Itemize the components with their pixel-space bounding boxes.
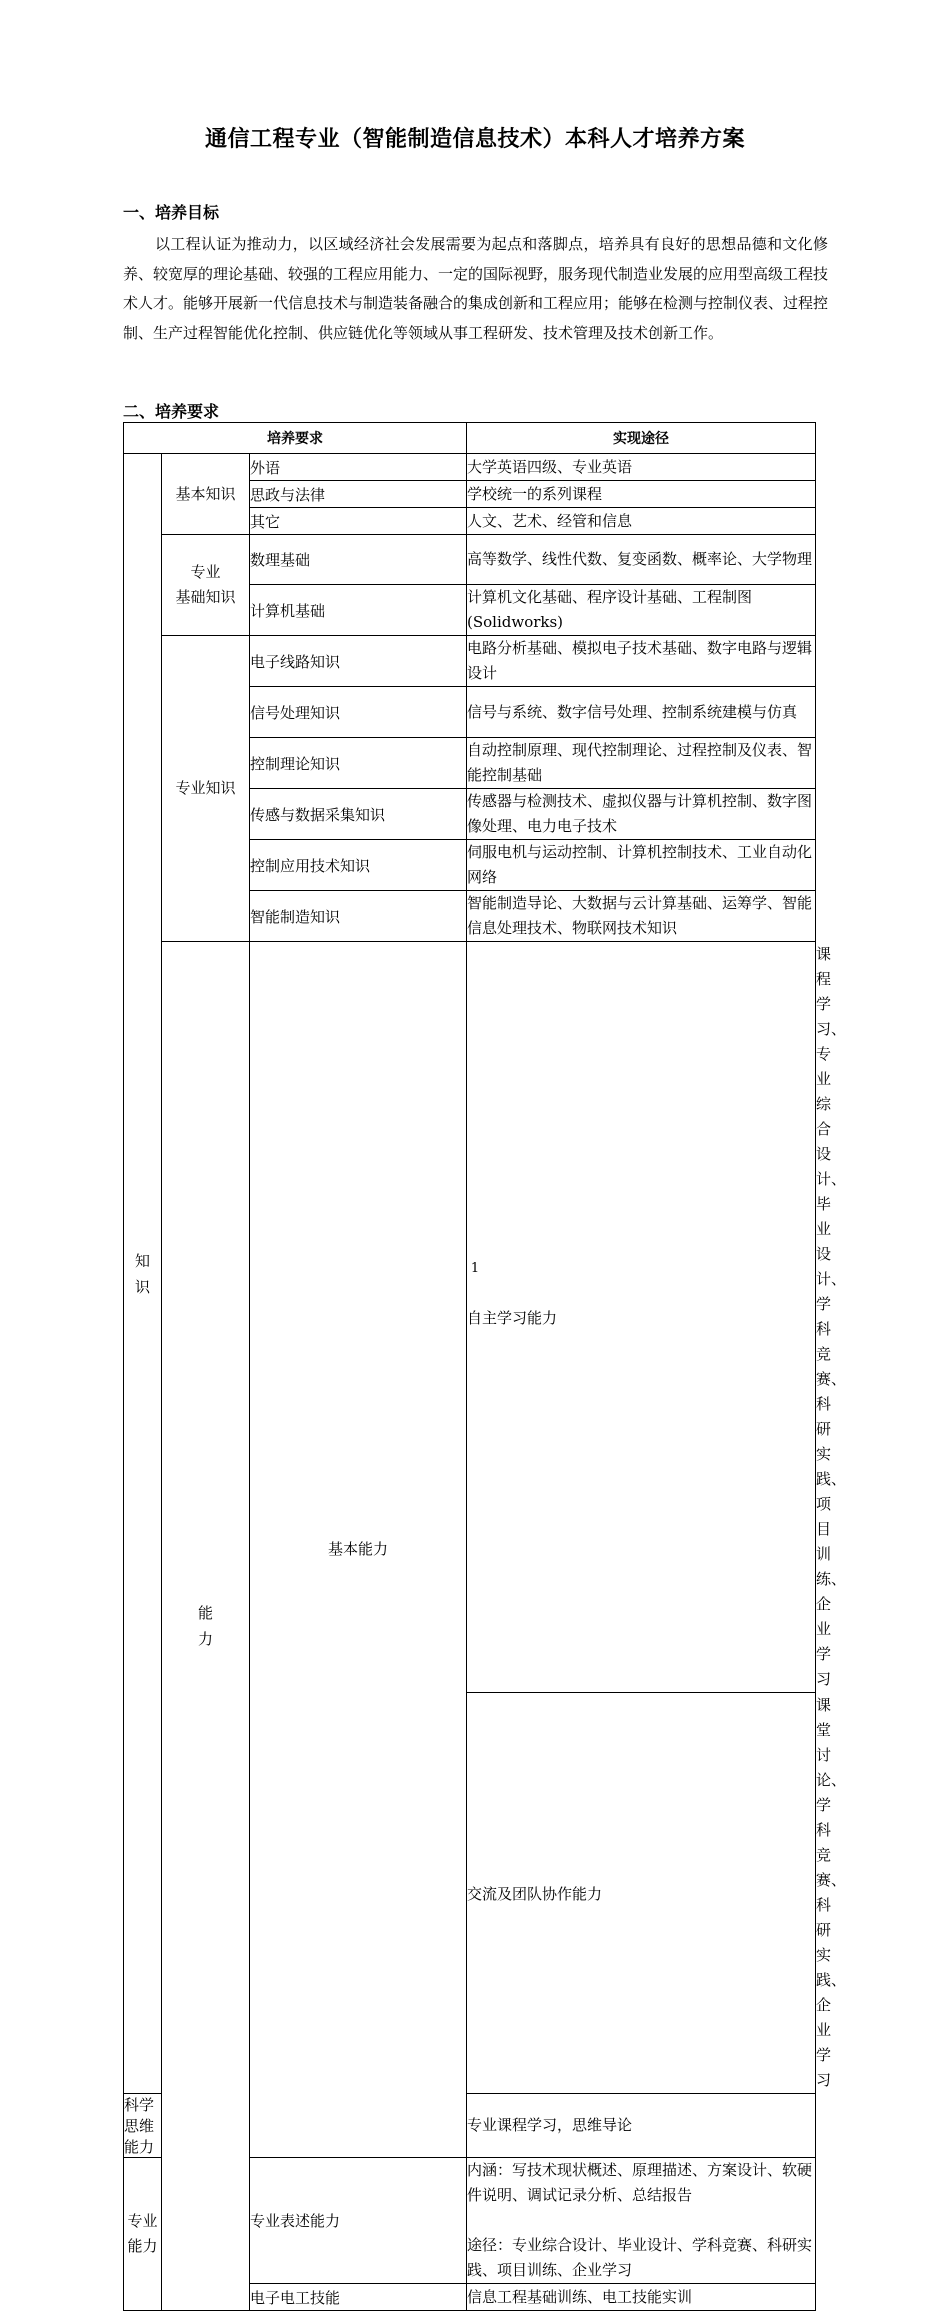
group-major-ability: 专业能力: [124, 2158, 162, 2311]
route-content-text: 内涵：写技术现状概述、原理描述、方案设计、软硬件说明、调试记录分析、总结报告: [467, 2161, 813, 2204]
group-foundation-label-line2: 基础知识: [175, 588, 236, 606]
item-cell: 信号处理知识: [250, 687, 467, 738]
route-cell: 自动控制原理、现代控制理论、过程控制及仪表、智能控制基础: [467, 738, 816, 789]
table-header-row: [124, 423, 816, 454]
paragraph-gap: [467, 2208, 815, 2233]
table-row: 交流及团队协作能力 课堂讨论、学科竞赛、科研实践、企业学习: [124, 1693, 816, 2094]
route-cell: 智能制造导论、大数据与云计算基础、运筹学、智能信息处理技术、物联网技术知识: [467, 891, 816, 942]
item-cell: 控制理论知识: [250, 738, 467, 789]
route-cell: 计算机文化基础、程序设计基础、工程制图(Solidworks): [467, 585, 816, 636]
table-row: [124, 535, 816, 585]
table-row: 能力 基本能力 自主学习能力 课程学习、专业综合设计、毕业设计、学科竞赛、科研实践、项目训练、企业学习: [124, 942, 816, 1693]
item-cell: 智能制造知识: [250, 891, 467, 942]
route-cell: 伺服电机与运动控制、计算机控制技术、工业自动化网络: [467, 840, 816, 891]
category-ability: [162, 942, 250, 2311]
item-cell: 电子线路知识: [250, 636, 467, 687]
item-cell: 传感与数据采集知识: [250, 789, 467, 840]
category-ability-label: 能力: [197, 1604, 213, 1648]
item-cell: 自主学习能力: [467, 942, 816, 1693]
route-cell: 大学英语四级、专业英语: [467, 454, 816, 481]
requirements-table: [123, 422, 847, 2311]
route-cell: 人文、艺术、经管和信息: [467, 508, 816, 535]
item-cell: 其它: [250, 508, 467, 535]
route-cell: 高等数学、线性代数、复变函数、概率论、大学物理: [467, 535, 816, 585]
route-cell: 电路分析基础、模拟电子技术基础、数字电路与逻辑设计: [467, 636, 816, 687]
table-row: [124, 636, 816, 687]
item-cell: 交流及团队协作能力: [467, 1693, 816, 2094]
header-requirement: 培养要求: [124, 423, 467, 454]
item-cell: 数理基础: [250, 535, 467, 585]
group-basic-ability: 基本能力: [250, 942, 467, 2158]
page-title: 通信工程专业（智能制造信息技术）本科人才培养方案: [204, 127, 745, 152]
item-cell: 电子电工技能: [250, 2284, 467, 2311]
item-cell: 专业表述能力: [250, 2158, 467, 2284]
route-path-text: 途径：专业综合设计、毕业设计、学科竞赛、科研实践、项目训练、企业学习: [467, 2236, 813, 2279]
category-knowledge-label: 知识: [134, 1251, 150, 1296]
route-cell: 信号与系统、数字信号处理、控制系统建模与仿真: [467, 687, 816, 738]
group-basic-knowledge: 基本知识: [162, 454, 250, 535]
section-heading-objectives: 一、培养目标: [123, 203, 220, 222]
item-cell: 外语: [250, 454, 467, 481]
route-cell: 学校统一的系列课程: [467, 481, 816, 508]
group-foundation-knowledge: [162, 535, 250, 636]
route-cell: 专业课程学习，思维导论: [467, 2094, 816, 2158]
objectives-paragraph: 以工程认证为推动力，以区域经济社会发展需要为起点和落脚点，培养具有良好的思想品德和文化修养、较宽厚的理论基础、较强的工程应用能力、一定的国际视野，服务现代制造业发展的应用型高级工程技术人才。能够开展新一代信息技术与制造装备融合的集成创新和工程应用；能够在检测与控制仪表、过程控制、生产过程智能优化控制、供应链优化等领域从事工程研发、技术管理及技术创新工作。: [123, 235, 829, 342]
route-cell: [467, 2158, 816, 2284]
route-cell: 信息工程基础训练、电工技能实训: [467, 2284, 816, 2311]
item-cell: 科学思维能力: [124, 2094, 162, 2158]
page-number: 1: [470, 1261, 480, 1276]
table-row: [124, 454, 816, 481]
item-cell: 控制应用技术知识: [250, 840, 467, 891]
group-foundation-label-line1: 专业: [190, 563, 221, 581]
item-cell: 思政与法律: [250, 481, 467, 508]
section-heading-requirements: 二、培养要求: [123, 402, 220, 421]
header-route: 实现途径: [467, 423, 816, 454]
item-cell: 计算机基础: [250, 585, 467, 636]
route-cell: 传感器与检测技术、虚拟仪器与计算机控制、数字图像处理、电力电子技术: [467, 789, 816, 840]
group-major-knowledge: 专业知识: [162, 636, 250, 942]
